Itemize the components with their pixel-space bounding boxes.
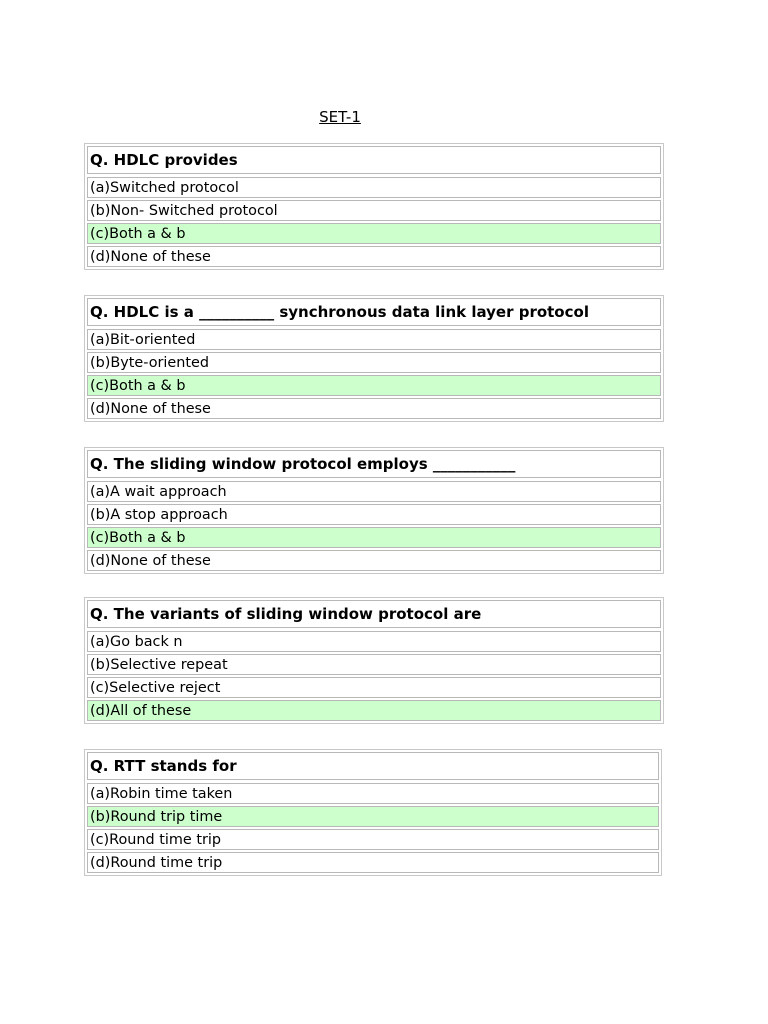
option-b: (b)A stop approach xyxy=(87,504,661,525)
question-text: Q. RTT stands for xyxy=(87,752,659,780)
option-a: (a)Robin time taken xyxy=(87,783,659,804)
set-title: SET-1 xyxy=(319,108,361,126)
question-block-2 xyxy=(84,295,664,422)
question-text: Q. HDLC provides xyxy=(87,146,661,174)
question-text: Q. The sliding window protocol employs ___________ xyxy=(87,450,661,478)
option-b: (b)Non- Switched protocol xyxy=(87,200,661,221)
question-block-3 xyxy=(84,447,664,574)
option-b: (b)Selective repeat xyxy=(87,654,661,675)
option-c: (c)Selective reject xyxy=(87,677,661,698)
option-a: (a)Go back n xyxy=(87,631,661,652)
question-block-5 xyxy=(84,749,662,876)
option-a: (a)A wait approach xyxy=(87,481,661,502)
question-block-1 xyxy=(84,143,664,270)
option-a: (a)Switched protocol xyxy=(87,177,661,198)
question-text: Q. The variants of sliding window protocol are xyxy=(87,600,661,628)
option-d: (d)Round time trip xyxy=(87,852,659,873)
option-d: (d)None of these xyxy=(87,246,661,267)
option-c-correct: (c)Both a & b xyxy=(87,527,661,548)
option-c-correct: (c)Both a & b xyxy=(87,223,661,244)
option-b-correct: (b)Round trip time xyxy=(87,806,659,827)
option-d: (d)None of these xyxy=(87,550,661,571)
question-text: Q. HDLC is a __________ synchronous data link layer protocol xyxy=(87,298,661,326)
option-c: (c)Round time trip xyxy=(87,829,659,850)
option-b: (b)Byte-oriented xyxy=(87,352,661,373)
option-c-correct: (c)Both a & b xyxy=(87,375,661,396)
option-d: (d)None of these xyxy=(87,398,661,419)
option-a: (a)Bit-oriented xyxy=(87,329,661,350)
option-d-correct: (d)All of these xyxy=(87,700,661,721)
question-block-4 xyxy=(84,597,664,724)
